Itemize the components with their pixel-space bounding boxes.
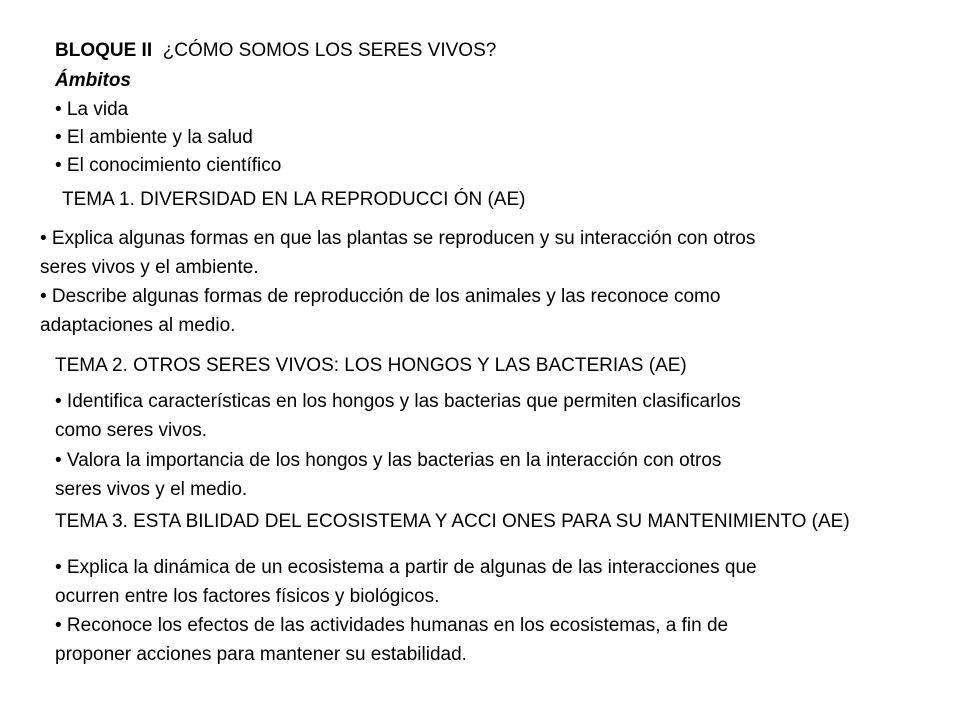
- tema-1-line: adaptaciones al medio.: [40, 315, 236, 336]
- tema-2-line: • Valora la importancia de los hongos y las bacterias en la interacción con otros: [55, 450, 722, 471]
- block-label: BLOQUE II: [55, 40, 153, 61]
- tema-2-line: como seres vivos.: [55, 420, 208, 441]
- tema-3-line: proponer acciones para mantener su estabilidad.: [55, 644, 467, 665]
- tema-1-line: • Describe algunas formas de reproducción de los animales y las reconoce como: [40, 286, 721, 307]
- block-heading: [55, 36, 496, 65]
- ambito-item: • La vida: [55, 99, 129, 120]
- tema-3-line: • Explica la dinámica de un ecosistema a partir de algunas de las interacciones que: [55, 557, 757, 578]
- tema-2-line: seres vivos y el medio.: [55, 479, 248, 500]
- tema-3-title: TEMA 3. ESTA BILIDAD DEL ECOSISTEMA Y ACCI ONES PARA SU MANTENIMIENTO (AE): [55, 511, 850, 532]
- tema-3-line: ocurren entre los factores físicos y biológicos.: [55, 586, 440, 607]
- tema-1-line: • Explica algunas formas en que las plantas se reproducen y su interacción con otros: [40, 228, 756, 249]
- ambito-item: • El conocimiento científico: [55, 155, 282, 176]
- ambitos-title: Ámbitos: [55, 70, 131, 91]
- tema-1-line: seres vivos y el ambiente.: [40, 257, 259, 278]
- block-question: ¿CÓMO SOMOS LOS SERES VIVOS?: [162, 40, 497, 61]
- tema-2-title: TEMA 2. OTROS SERES VIVOS: LOS HONGOS Y LAS BACTERIAS (AE): [55, 355, 687, 376]
- ambito-item: • El ambiente y la salud: [55, 127, 253, 148]
- tema-3-line: • Reconoce los efectos de las actividades humanas en los ecosistemas, a fin de: [55, 615, 729, 636]
- tema-2-line: • Identifica características en los hongos y las bacterias que permiten clasificarlos: [55, 391, 741, 412]
- tema-1-title: TEMA 1. DIVERSIDAD EN LA REPRODUCCI ÓN (AE): [62, 189, 526, 210]
